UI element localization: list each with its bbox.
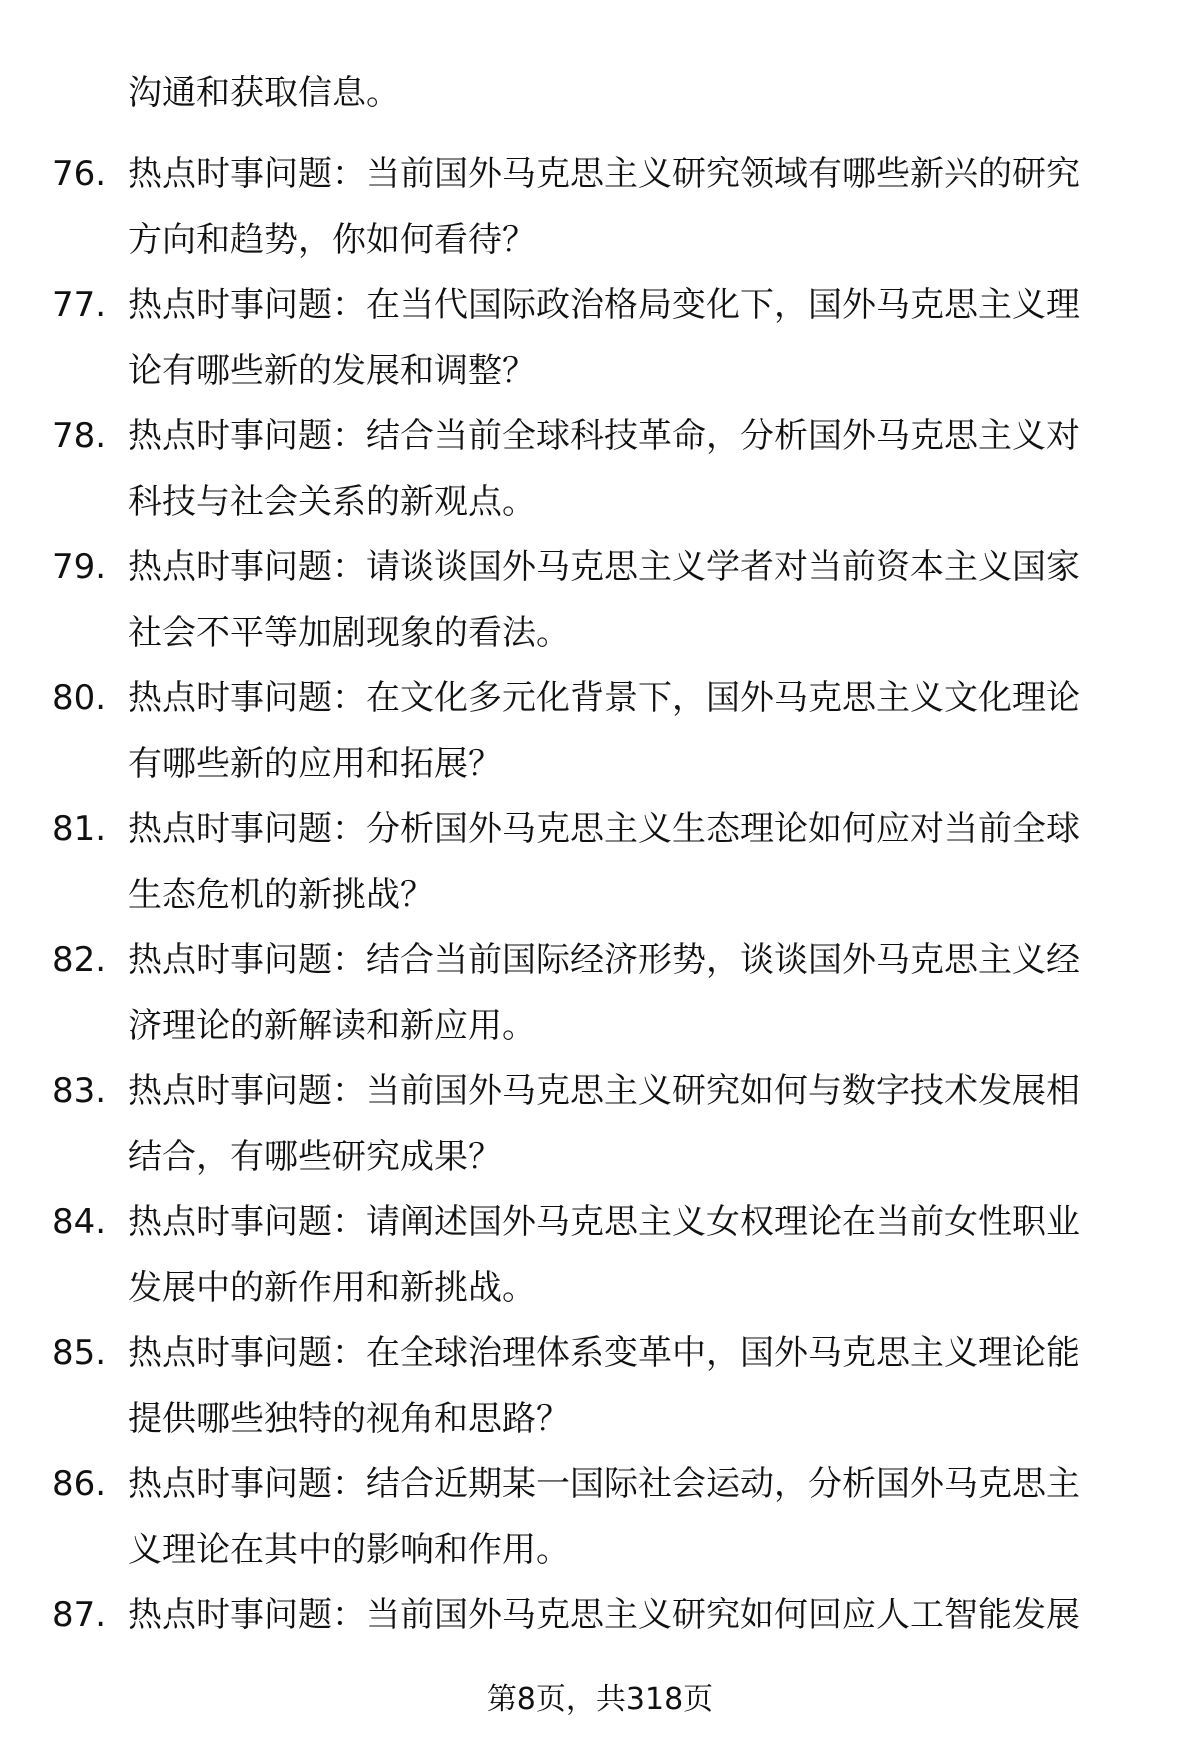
list-item: [52, 796, 1152, 927]
list-item: [52, 1451, 1152, 1582]
list-item: [52, 272, 1152, 403]
question-number: 85.: [52, 1333, 107, 1373]
question-text: 热点时事问题：结合当前全球科技革命，分析国外马克思主义对 科技与社会关系的新观点。: [128, 416, 1080, 522]
question-text: 热点时事问题：在文化多元化背景下，国外马克思主义文化理论 有哪些新的应用和拓展？: [128, 678, 1080, 784]
continuation-text: 沟通和获取信息。: [128, 73, 400, 113]
page-footer: 第8页，共318页: [486, 1682, 714, 1717]
list-item: [52, 927, 1152, 1058]
question-number: 80.: [52, 678, 107, 718]
question-text: 热点时事问题：请阐述国外马克思主义女权理论在当前女性职业 发展中的新作用和新挑战。: [128, 1202, 1080, 1308]
list-item: [52, 1320, 1152, 1451]
question-number: 82.: [52, 940, 107, 980]
list-item: [52, 1189, 1152, 1320]
question-number: 83.: [52, 1071, 107, 1111]
question-number: 81.: [52, 809, 107, 849]
question-number: 79.: [52, 547, 107, 587]
question-text: 热点时事问题：在全球治理体系变革中，国外马克思主义理论能 提供哪些独特的视角和思路？: [128, 1333, 1080, 1439]
question-text: 热点时事问题：在当代国际政治格局变化下，国外马克思主义理 论有哪些新的发展和调整？: [128, 285, 1080, 391]
list-item: [52, 1058, 1152, 1189]
list-item: [52, 534, 1152, 665]
question-number: 78.: [52, 416, 107, 456]
question-text: 热点时事问题：结合当前国际经济形势，谈谈国外马克思主义经 济理论的新解读和新应用。: [128, 940, 1080, 1046]
question-text: 热点时事问题：请谈谈国外马克思主义学者对当前资本主义国家 社会不平等加剧现象的看法。: [128, 547, 1080, 653]
question-text: 热点时事问题：结合近期某一国际社会运动，分析国外马克思主 义理论在其中的影响和作用。: [128, 1464, 1080, 1570]
question-number: 84.: [52, 1202, 107, 1242]
list-item: [52, 141, 1152, 272]
question-list: [52, 141, 1152, 1713]
question-text: 热点时事问题：分析国外马克思主义生态理论如何应对当前全球 生态危机的新挑战？: [128, 809, 1080, 915]
question-number: 76.: [52, 154, 107, 194]
question-number: 86.: [52, 1464, 107, 1504]
question-text: 热点时事问题：当前国外马克思主义研究如何与数字技术发展相 结合，有哪些研究成果？: [128, 1071, 1080, 1177]
question-number: 77.: [52, 285, 107, 325]
list-item: [52, 665, 1152, 796]
question-text: 热点时事问题：当前国外马克思主义研究如何回应人工智能发展: [128, 1595, 1080, 1635]
list-item: [52, 403, 1152, 534]
question-text: 热点时事问题：当前国外马克思主义研究领域有哪些新兴的研究 方向和趋势，你如何看待？: [128, 154, 1080, 260]
question-number: 87.: [52, 1595, 107, 1635]
